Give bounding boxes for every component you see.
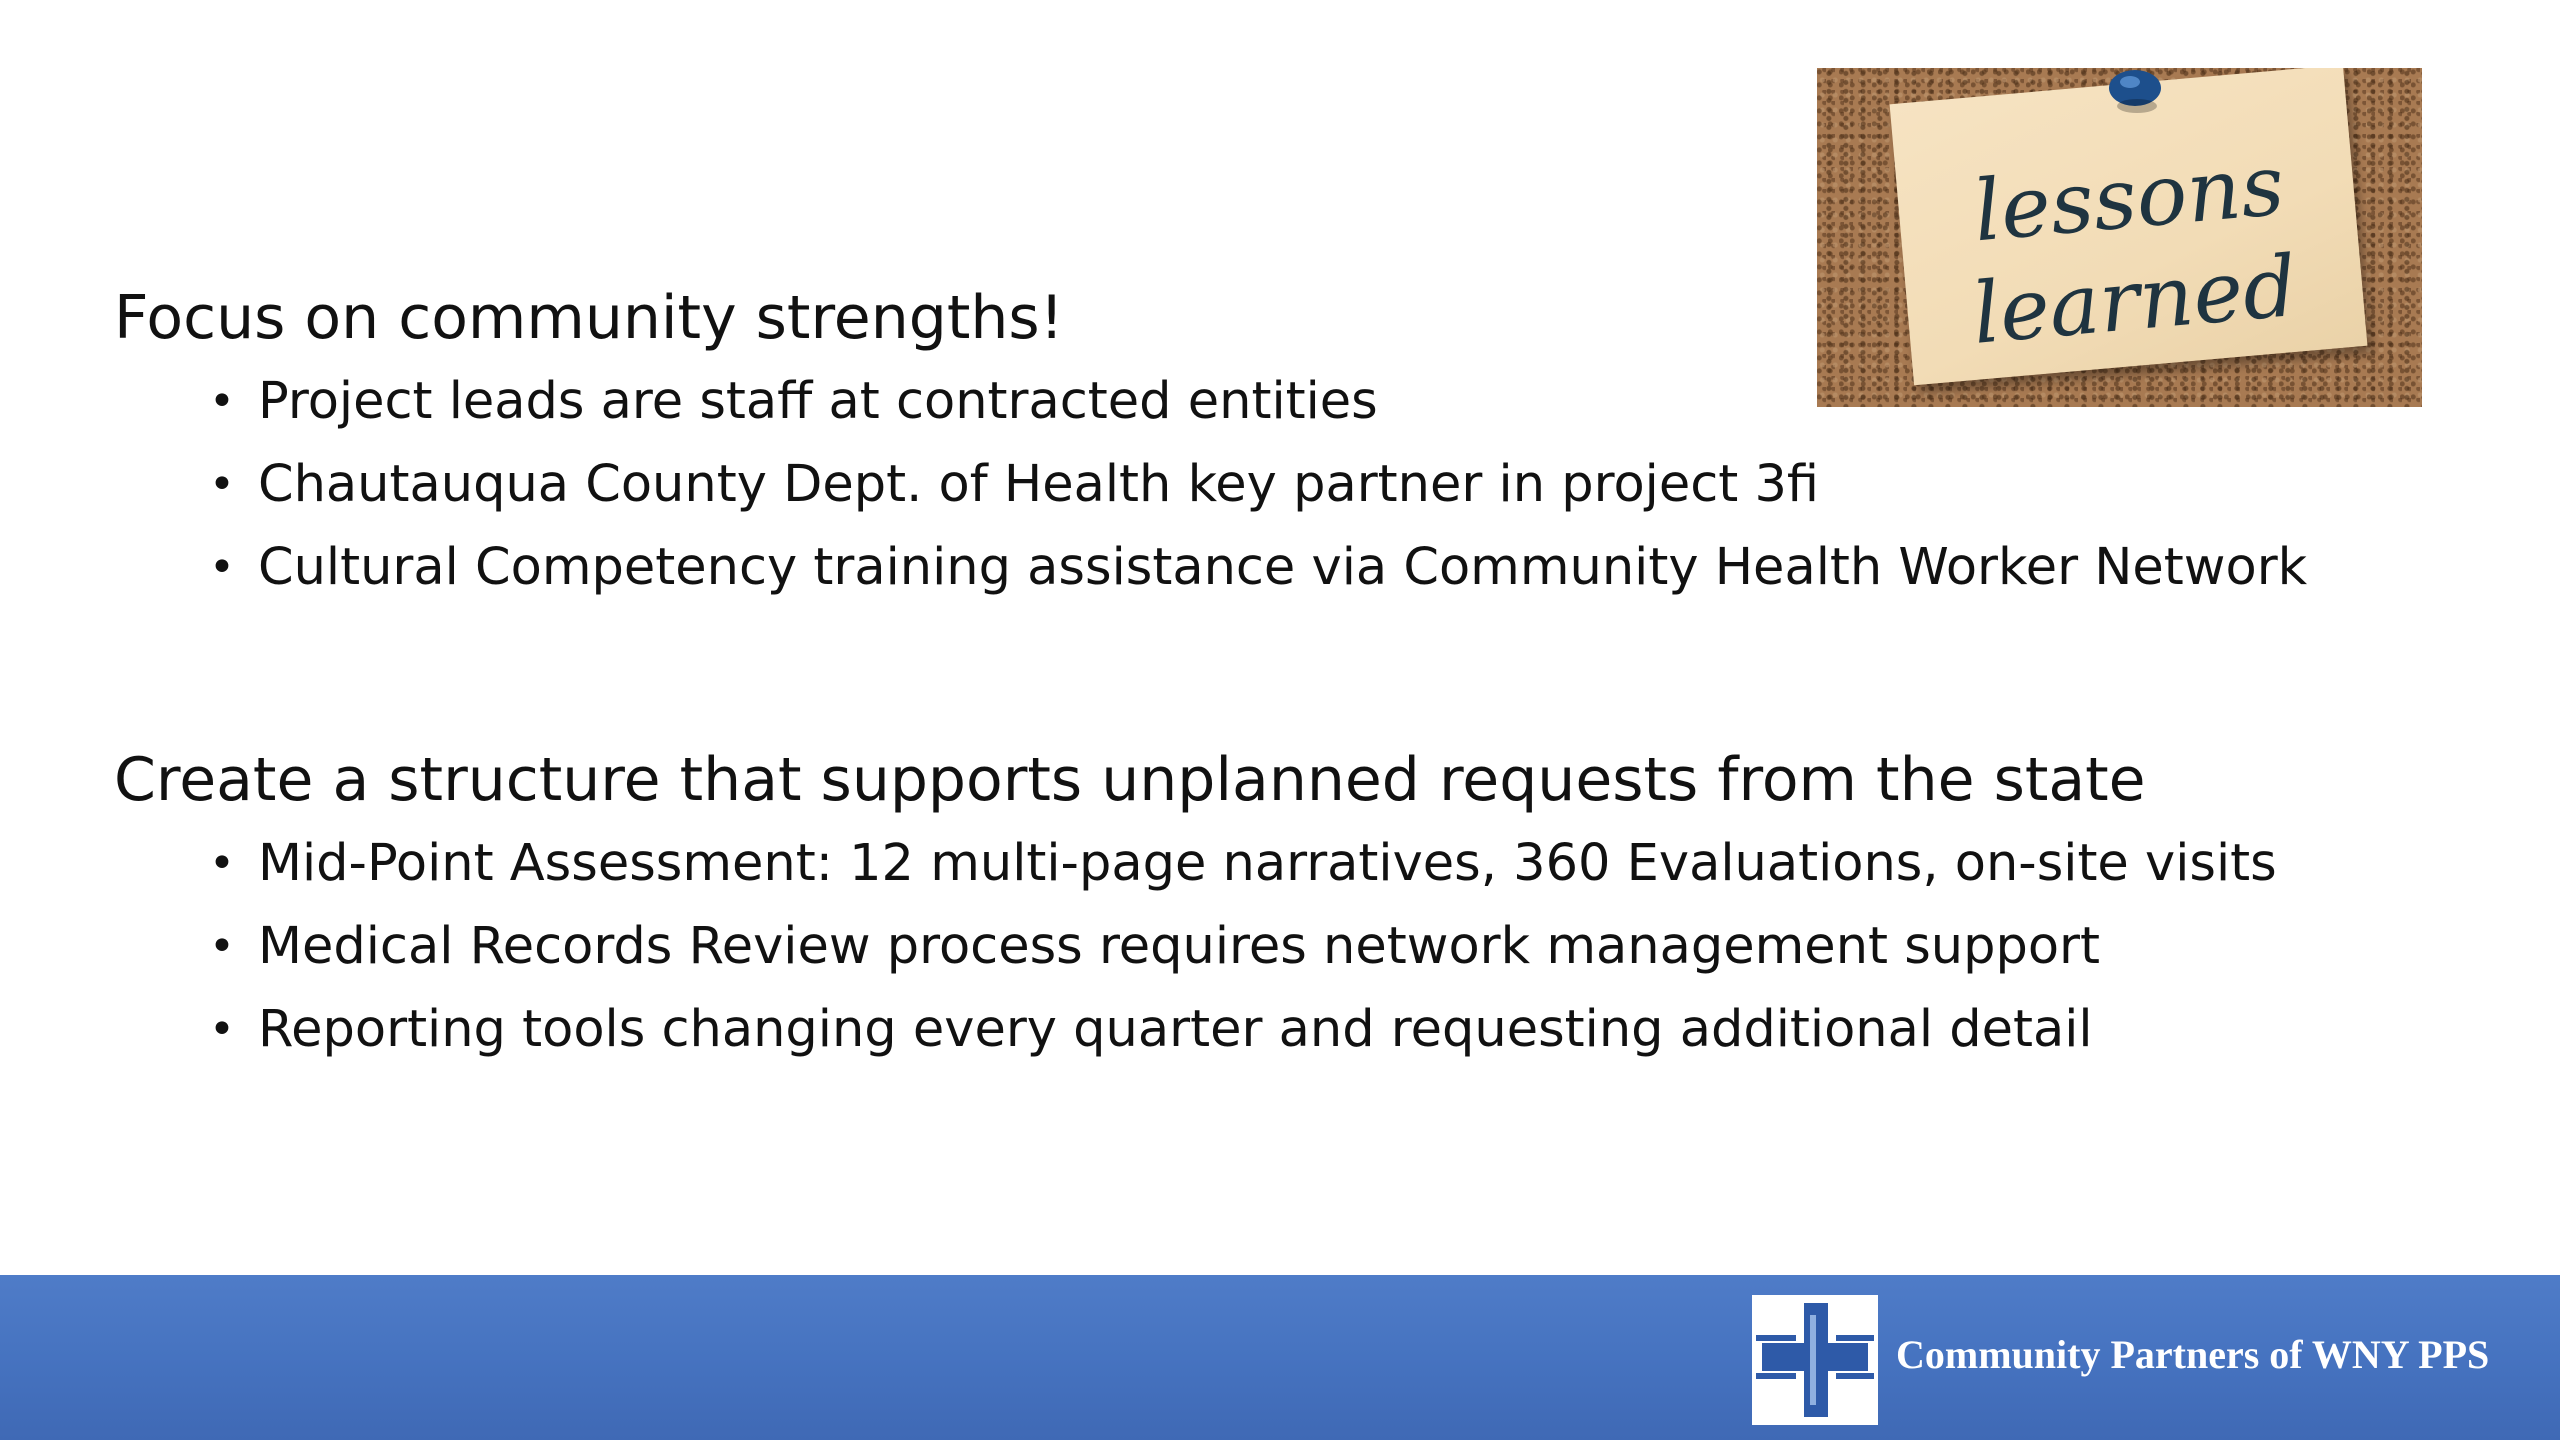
- section-heading: Focus on community strengths!: [114, 283, 1064, 353]
- pushpin-icon: [2100, 68, 2170, 118]
- bullet-icon: •: [209, 376, 235, 427]
- bullet-icon: •: [209, 921, 235, 972]
- bullet-icon: •: [209, 838, 235, 889]
- handwritten-note-text: [1817, 68, 2422, 407]
- bullet-text: Medical Records Review process requires network management support: [258, 917, 2101, 976]
- medical-cross-logo-icon: [1752, 1295, 1878, 1425]
- section-heading: Create a structure that supports unplanned requests from the state: [114, 745, 2146, 815]
- footer-bar: [0, 1275, 2560, 1440]
- bullet-list: [114, 822, 2277, 1071]
- section-unplanned-requests: [114, 738, 2277, 1071]
- bullet-icon: •: [209, 542, 235, 593]
- bullet-item: [114, 822, 2277, 905]
- organization-name: Community Partners of WNY PPS: [1896, 1332, 2490, 1377]
- lessons-learned-image: [1817, 68, 2422, 407]
- bullet-item: [114, 526, 2307, 609]
- bullet-text: Cultural Competency training assistance via Community Health Worker Network: [258, 538, 2308, 597]
- bullet-item: [114, 988, 2277, 1071]
- bullet-item: [114, 905, 2277, 988]
- bullet-text: Chautauqua County Dept. of Health key partner in project 3fi: [258, 455, 1820, 514]
- handwritten-line-learned: learned: [1968, 236, 2301, 363]
- bullet-text: Project leads are staff at contracted entities: [258, 372, 1378, 431]
- bullet-icon: •: [209, 459, 235, 510]
- bullet-icon: •: [209, 1004, 235, 1055]
- handwritten-line-lessons: lessons: [1969, 135, 2288, 261]
- bullet-item: [114, 443, 2307, 526]
- bullet-text: Reporting tools changing every quarter and requesting additional detail: [258, 1000, 2093, 1059]
- bullet-text: Mid-Point Assessment: 12 multi-page narratives, 360 Evaluations, on-site visits: [258, 834, 2277, 893]
